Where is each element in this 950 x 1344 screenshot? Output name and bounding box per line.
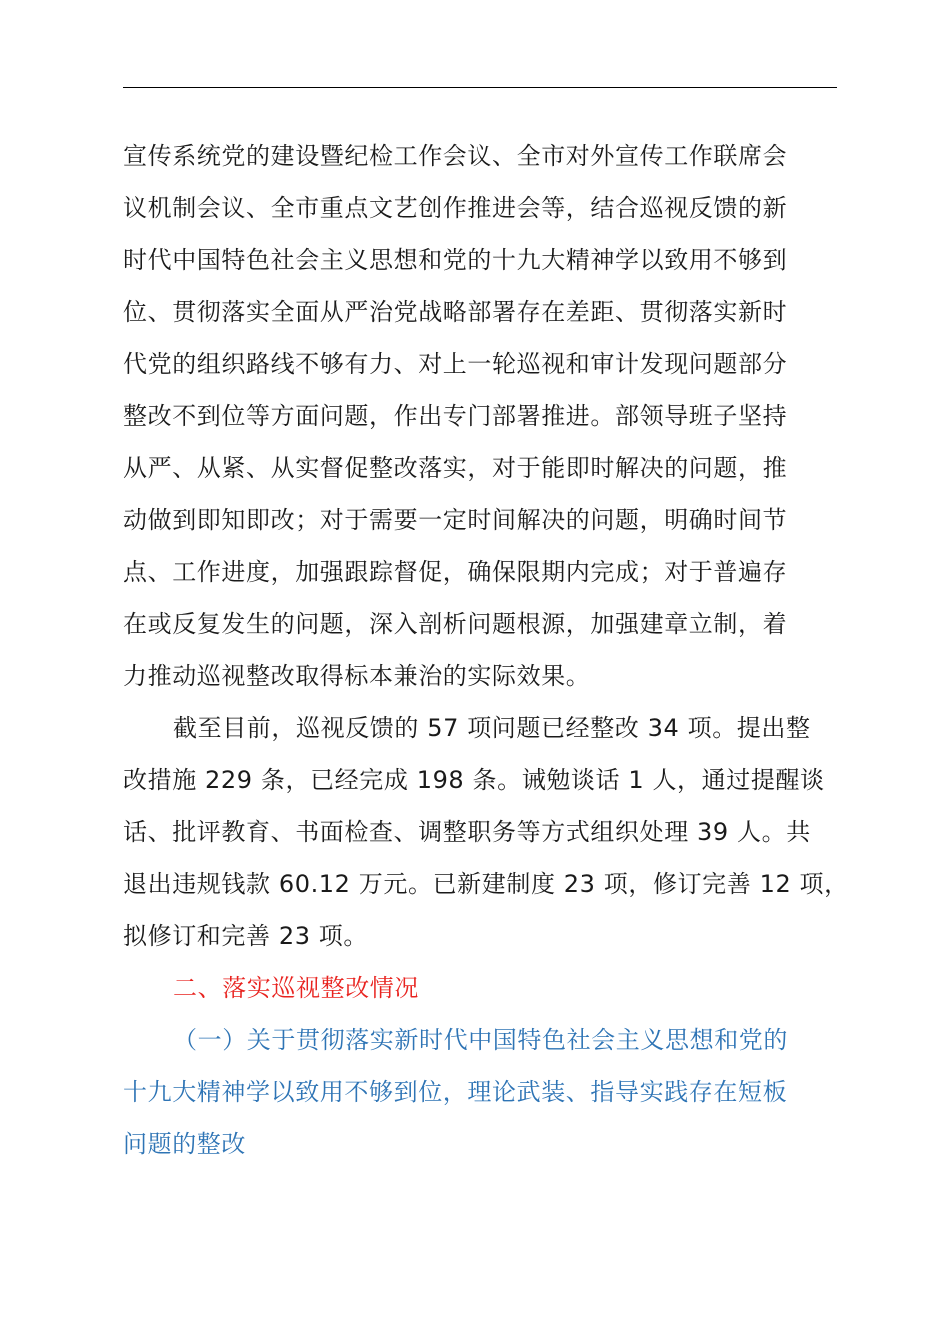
subsection-heading-line: 问题的整改: [123, 1130, 246, 1158]
header-rule: [123, 87, 837, 88]
paragraph-line: 截至目前，巡视反馈的 57 项问题已经整改 34 项。提出整: [173, 714, 811, 742]
paragraph-line: 改措施 229 条，已经完成 198 条。诫勉谈话 1 人，通过提醒谈: [123, 766, 825, 794]
paragraph-line: 退出违规钱款 60.12 万元。已新建制度 23 项，修订完善 12 项，: [123, 870, 849, 898]
paragraph-line: 点、工作进度，加强跟踪督促，确保限期内完成；对于普遍存: [123, 558, 788, 586]
paragraph-line: 代党的组织路线不够有力、对上一轮巡视和审计发现问题部分: [123, 350, 788, 378]
paragraph-line: 时代中国特色社会主义思想和党的十九大精神学以致用不够到: [123, 246, 788, 274]
paragraph-line: 从严、从紧、从实督促整改落实，对于能即时解决的问题，推: [123, 454, 788, 482]
paragraph-line: 拟修订和完善 23 项。: [123, 922, 368, 950]
subsection-heading: [123, 1014, 853, 1170]
paragraph-line: 议机制会议、全市重点文艺创作推进会等，结合巡视反馈的新: [123, 194, 788, 222]
paragraph-line: 整改不到位等方面问题，作出专门部署推进。部领导班子坚持: [123, 402, 788, 430]
paragraph-line: 话、批评教育、书面检查、调整职务等方式组织处理 39 人。共: [123, 818, 811, 846]
section-heading: 二、落实巡视整改情况: [173, 974, 419, 1002]
paragraph-line: 宣传系统党的建设暨纪检工作会议、全市对外宣传工作联席会: [123, 142, 788, 170]
paragraph-line: 力推动巡视整改取得标本兼治的实际效果。: [123, 662, 591, 690]
subsection-heading-line: （一）关于贯彻落实新时代中国特色社会主义思想和党的: [173, 1026, 788, 1054]
document-body: [123, 130, 853, 1170]
subsection-heading-line: 十九大精神学以致用不够到位，理论武装、指导实践存在短板: [123, 1078, 788, 1106]
paragraph-line: 在或反复发生的问题，深入剖析问题根源，加强建章立制，着: [123, 610, 788, 638]
paragraph-1: [123, 130, 853, 702]
paragraph-line: 动做到即知即改；对于需要一定时间解决的问题，明确时间节: [123, 506, 788, 534]
paragraph-line: 位、贯彻落实全面从严治党战略部署存在差距、贯彻落实新时: [123, 298, 788, 326]
paragraph-2: [123, 702, 853, 962]
